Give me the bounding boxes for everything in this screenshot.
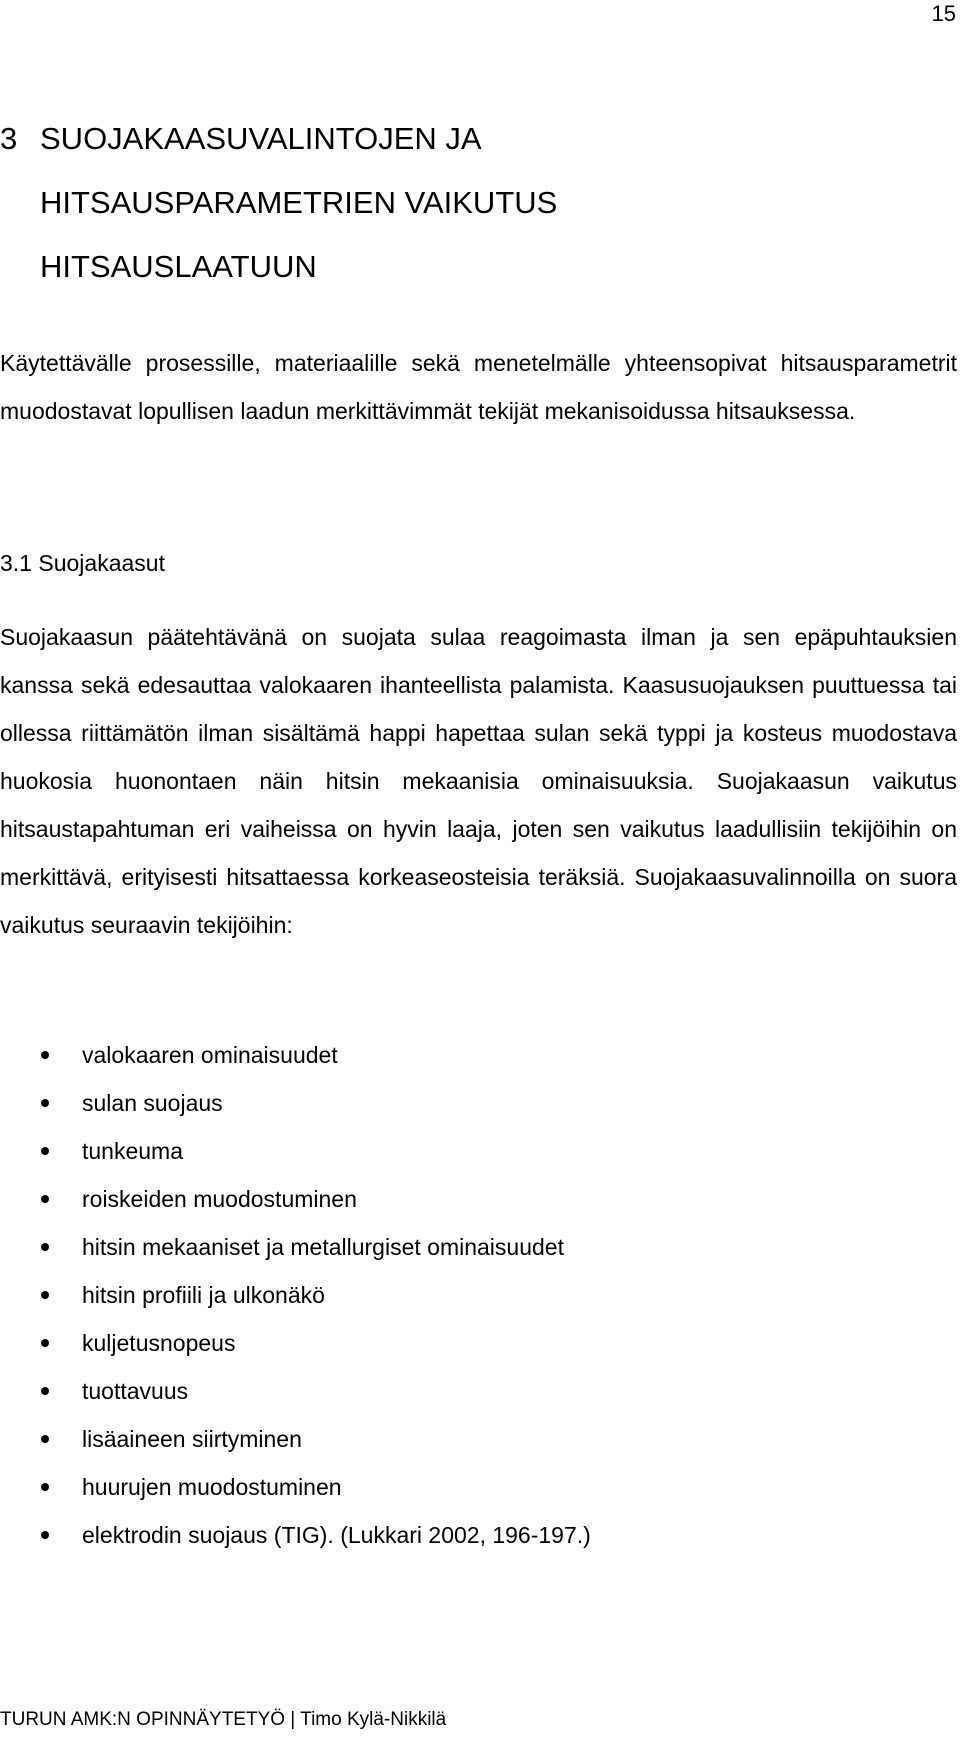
list-item-text: tuottavuus — [82, 1378, 189, 1404]
chapter-number: 3 — [0, 121, 18, 156]
bullet-dot-icon — [41, 1051, 49, 1059]
list-item-text: sulan suojaus — [82, 1090, 223, 1116]
bullet-dot-icon — [41, 1435, 49, 1443]
chapter-heading-line-1 — [0, 107, 940, 171]
bullet-dot-icon — [41, 1195, 49, 1203]
list-item — [0, 1079, 591, 1127]
list-item-text: hitsin profiili ja ulkonäkö — [82, 1282, 325, 1308]
bullet-dot-icon — [41, 1339, 49, 1347]
list-item — [0, 1511, 591, 1559]
section-paragraph: Suojakaasun päätehtävänä on suojata sulaa reagoimasta ilman ja sen epäpuhtauksien kanssa sekä edesauttaa valokaaren ihanteellista palamista. Kaasusuojauksen puuttuessa tai ollessa riittämätön ilman sisältämä happi hapettaa sulan sekä typpi ja kosteus muodostava huokosia huonontaen näin hitsin mekaanisia ominaisuuksia. Suojakaasun vaikutus hitsaustapahtuman eri vaiheissa on hyvin laaja, joten sen vaikutus laadullisiin tekijöihin on merkittävä, erityisesti hitsattaessa korkeaseosteisia teräksiä. Suojakaasuvalinnoilla on suora vaikutus seuraavin tekijöihin: — [0, 624, 957, 938]
bullet-dot-icon — [41, 1243, 49, 1251]
section-heading: 3.1 Suojakaasut — [0, 550, 165, 576]
list-item — [0, 1367, 591, 1415]
list-item — [0, 1175, 591, 1223]
chapter-title-line: SUOJAKAASUVALINTOJEN JA — [40, 121, 482, 156]
bullet-dot-icon — [41, 1147, 49, 1155]
list-item-text: roiskeiden muodostuminen — [82, 1186, 357, 1212]
bullet-dot-icon — [41, 1483, 49, 1491]
list-item-text: kuljetusnopeus — [82, 1330, 236, 1356]
bullet-dot-icon — [41, 1099, 49, 1107]
list-item-text: lisäaineen siirtyminen — [82, 1426, 302, 1452]
bullet-list — [0, 1031, 591, 1559]
list-item — [0, 1415, 591, 1463]
list-item-text: huurujen muodostuminen — [82, 1474, 342, 1500]
bullet-dot-icon — [41, 1291, 49, 1299]
list-item — [0, 1463, 591, 1511]
chapter-title-line: HITSAUSLAATUUN — [40, 249, 317, 284]
list-item — [0, 1031, 591, 1079]
bullet-dot-icon — [41, 1531, 49, 1539]
bullet-dot-icon — [41, 1387, 49, 1395]
intro-paragraph: Käytettävälle prosessille, materiaalille sekä menetelmälle yhteensopivat hitsausparametrit muodostavat lopullisen laadun merkittävimmät tekijät mekanisoidussa hitsauksessa. — [0, 350, 957, 424]
list-item — [0, 1319, 591, 1367]
list-item-text: elektrodin suojaus (TIG). (Lukkari 2002, 196-197.) — [82, 1522, 591, 1548]
page-number: 15 — [931, 1, 956, 26]
list-item — [0, 1223, 591, 1271]
page-footer: TURUN AMK:N OPINNÄYTETYÖ | Timo Kylä-Nikkilä — [0, 1709, 447, 1730]
list-item-text: valokaaren ominaisuudet — [82, 1042, 338, 1068]
list-item-text: tunkeuma — [82, 1138, 184, 1164]
chapter-heading — [0, 107, 940, 299]
chapter-title-line: HITSAUSPARAMETRIEN VAIKUTUS — [40, 185, 558, 220]
list-item — [0, 1271, 591, 1319]
list-item-text: hitsin mekaaniset ja metallurgiset ominaisuudet — [82, 1234, 564, 1260]
list-item — [0, 1127, 591, 1175]
